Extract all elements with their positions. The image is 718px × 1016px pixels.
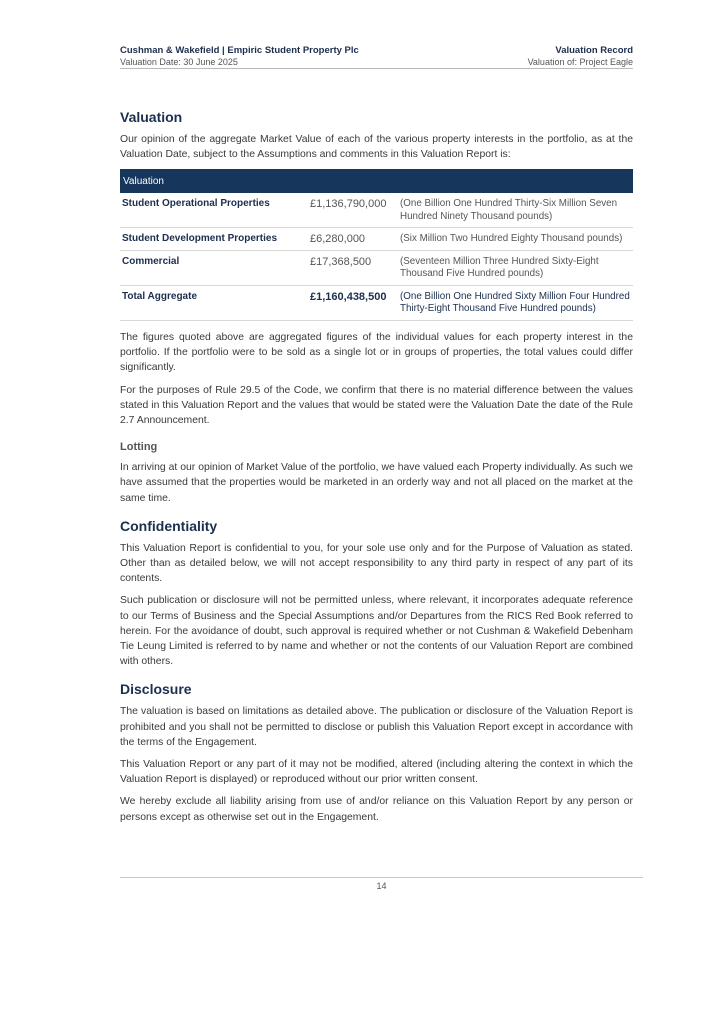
- disclosure-para-3: We hereby exclude all liability arising from use of and/or reliance on this Valuation Report by any person or persons except as otherwise set out in the Engagement.: [120, 796, 633, 823]
- disclosure-para-2: This Valuation Report or any part of it may not be modified, altered (including altering the context in which the Valuation Report is displayed) or reproduced without our prior written consent.: [120, 758, 633, 786]
- confidentiality-heading: Confidentiality: [120, 517, 218, 534]
- row-amount-words: (Seventeen Million Three Hundred Sixty-Eight Thousand Five Hundred pounds): [398, 250, 633, 285]
- header-valuation-date: Valuation Date: 30 June 2025: [120, 57, 238, 67]
- row-amount: £17,368,500: [308, 250, 398, 285]
- lotting-heading: Lotting: [120, 441, 158, 454]
- row-name: Commercial: [120, 250, 308, 285]
- table-row: [120, 228, 633, 251]
- header-divider: [120, 68, 633, 69]
- lotting-para: In arriving at our opinion of Market Value of the portfolio, we have valued each Property individually. As such we have assumed that the properties would be marketed in an orderly way and not all placed on the market at the same time.: [120, 462, 633, 504]
- table-row-total: [120, 285, 633, 320]
- row-name: Student Development Properties: [120, 228, 308, 251]
- valuation-intro: Our opinion of the aggregate Market Value of each of the various property interests in the portfolio, as at the Valuation Date, subject to the Assumptions and comments in this Valuation Report is:: [120, 134, 633, 161]
- row-name: Student Operational Properties: [120, 193, 308, 228]
- footer-divider: [120, 877, 643, 878]
- header-project: Valuation of: Project Eagle: [527, 57, 633, 67]
- table-row: [120, 250, 633, 285]
- header-doc-type: Valuation Record: [555, 45, 633, 56]
- table-row: [120, 193, 633, 228]
- confidentiality-para-2: Such publication or disclosure will not be permitted unless, where relevant, it incorporates adequate reference to our Terms of Business and the Special Assumptions and/or Departures from the RICS Red Book referred to herein. For the avoidance of doubt, such approval is required whether or not Cushman & Wakefield Debenham Tie Leung Limited is referred to by name and whether or not the contents of our Valuation Report are combined with others.: [120, 595, 633, 668]
- valuation-para-1: The figures quoted above are aggregated figures of the individual values for each property interest in the portfolio. If the portfolio were to be sold as a single lot or in groups of properties, the total values could differ significantly.: [120, 331, 633, 374]
- page-header: [120, 45, 633, 67]
- row-name: Total Aggregate: [120, 285, 308, 320]
- row-amount: £1,136,790,000: [308, 193, 398, 228]
- disclosure-heading: Disclosure: [120, 681, 192, 698]
- valuation-table-header: Valuation: [120, 169, 633, 193]
- header-company: Cushman & Wakefield | Empiric Student Property Plc: [120, 45, 359, 56]
- page-content: [120, 108, 633, 832]
- page-number: 14: [376, 881, 387, 891]
- row-amount-words: (Six Million Two Hundred Eighty Thousand pounds): [398, 228, 633, 251]
- valuation-heading: Valuation: [120, 109, 183, 125]
- confidentiality-para-1: This Valuation Report is confidential to you, for your sole use only and for the Purpose of Valuation as stated. Other than as detailed below, we will not accept responsibility to any third party in respect of any part of its contents.: [120, 542, 633, 585]
- row-amount: £6,280,000: [308, 228, 398, 251]
- row-amount-words: (One Billion One Hundred Sixty Million Four Hundred Thirty-Eight Thousand Five Hundred pounds): [398, 285, 633, 320]
- valuation-para-2: For the purposes of Rule 29.5 of the Code, we confirm that there is no material difference between the values stated in this Valuation Report and the values that would be stated were the Valuation Date the date of the Rule 2.7 Announcement.: [120, 384, 633, 426]
- row-amount-words: (One Billion One Hundred Thirty-Six Million Seven Hundred Ninety Thousand pounds): [398, 193, 633, 228]
- disclosure-para-1: The valuation is based on limitations as detailed above. The publication or disclosure of the Valuation Report is prohibited and you shall not be permitted to disclose or publish this Valuation Report except in accordance with the terms of the Engagement.: [120, 706, 633, 748]
- row-amount: £1,160,438,500: [308, 285, 398, 320]
- valuation-table: [120, 169, 633, 321]
